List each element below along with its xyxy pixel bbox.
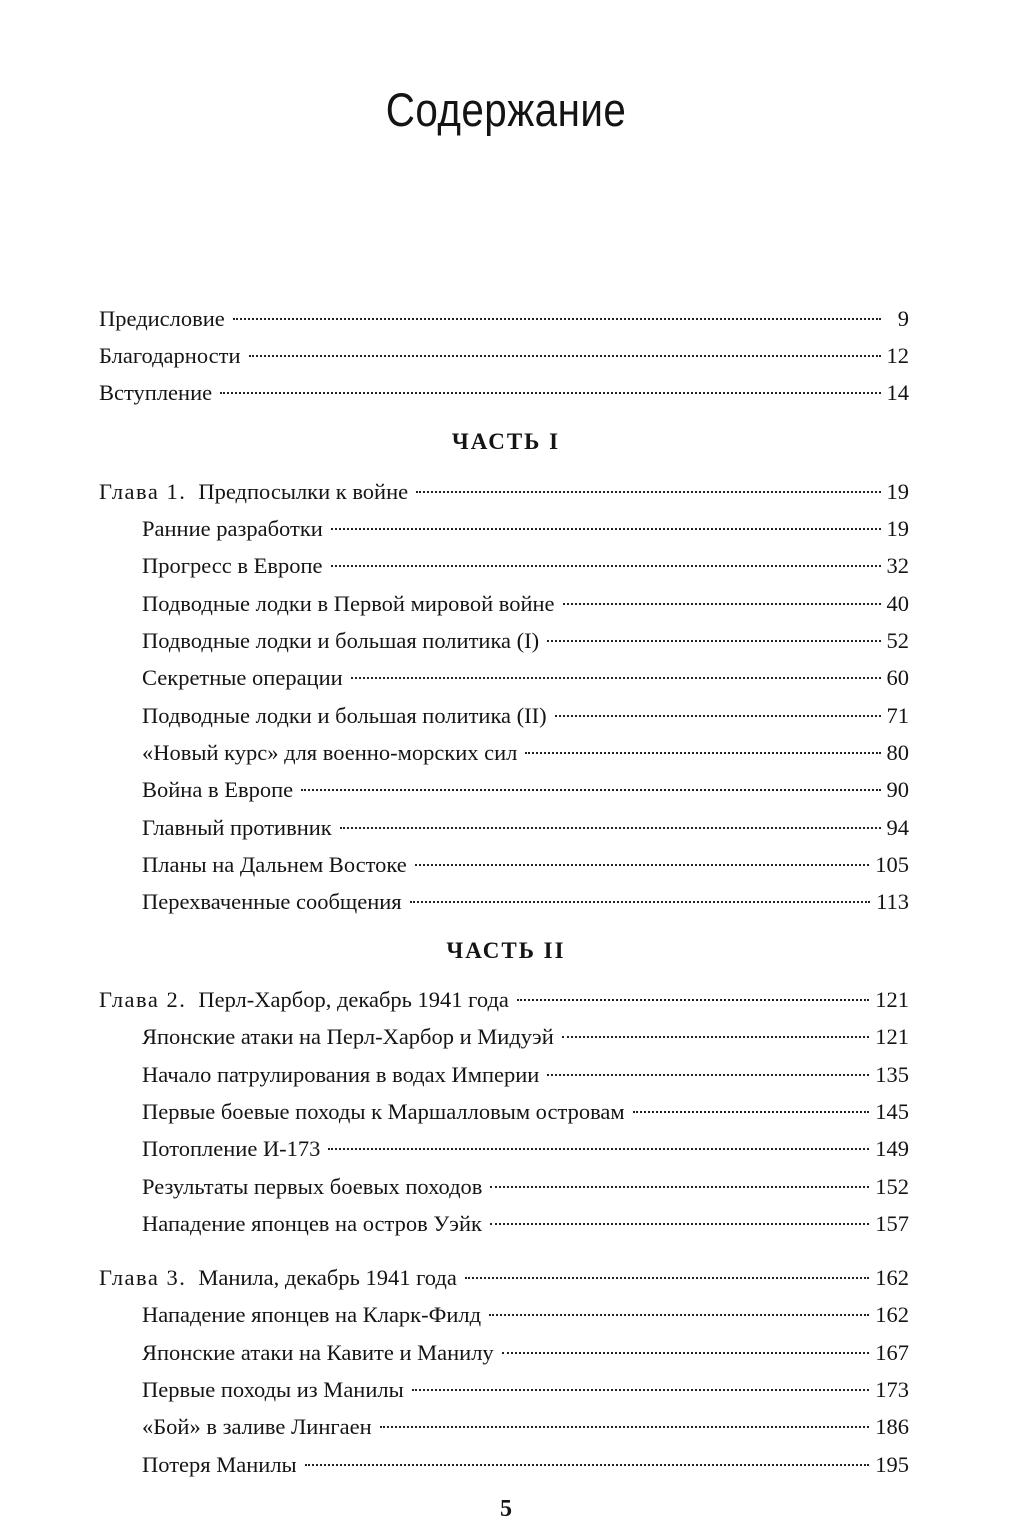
toc-entry-page: 19 [886,516,909,541]
dot-leader [340,827,881,829]
toc-entry-label: «Новый курс» для военно-морских сил [142,740,518,765]
dot-leader [328,1148,869,1150]
dot-leader [220,392,880,394]
toc-section[interactable] [142,773,909,807]
toc-section[interactable] [142,811,909,845]
toc-entry-label: Секретные операции [142,665,343,690]
toc-entry-page: 19 [886,479,909,504]
toc-section[interactable] [142,736,909,770]
toc-section[interactable] [142,1373,909,1407]
page-title: Содержание [385,83,627,136]
toc-section[interactable] [142,1207,909,1241]
toc-entry-label: Нападение японцев на Кларк-Филд [142,1302,482,1327]
dot-leader [351,677,881,679]
toc-section[interactable] [142,1132,909,1166]
dot-leader [547,1074,869,1076]
toc-entry-acknowledgements[interactable] [99,339,909,373]
toc-entry-label: Подводные лодки и большая политика (I) [142,628,540,653]
toc-entry-page: 186 [875,1414,909,1439]
dot-leader [415,864,869,866]
toc-section[interactable] [142,699,909,733]
toc-entry-label: Японские атаки на Перл-Харбор и Мидуэй [142,1024,554,1049]
toc-section[interactable] [142,848,909,882]
dot-leader [301,789,880,791]
toc-entry-label: Результаты первых боевых походов [142,1174,483,1199]
toc-entry-page: 32 [886,553,909,578]
toc-section[interactable] [142,1298,909,1332]
toc-entry-label: Перехваченные сообщения [142,889,402,914]
dot-leader [562,1036,870,1038]
toc-section[interactable] [142,512,909,546]
toc-entry-label: Планы на Дальнем Востоке [142,852,407,877]
toc-entry-page: 80 [886,740,909,765]
toc-entry-label: Подводные лодки в Первой мировой войне [142,591,555,616]
dot-leader [489,1314,869,1316]
toc-entry-page: 12 [886,343,909,368]
toc-entry-label: Потеря Манилы [142,1452,297,1477]
toc-entry-page: 121 [875,1024,909,1049]
toc-entry-page: 52 [886,628,909,653]
toc-entry-page: 162 [875,1265,909,1290]
toc-entry-label: Японские атаки на Кавите и Манилу [142,1340,494,1365]
toc-entry-page: 71 [886,703,909,728]
toc-entry-page: 40 [886,591,909,616]
chapter-prefix: Глава 1. [99,479,187,504]
toc-section[interactable] [142,1095,909,1129]
toc-section[interactable] [142,1336,909,1370]
toc-entry-label: Первые боевые походы к Маршалловым островам [142,1099,625,1124]
toc-entry-page: 105 [875,852,909,877]
dot-leader [416,491,880,493]
dot-leader [633,1111,870,1113]
toc-entry-label: Подводные лодки и большая политика (II) [142,703,547,728]
toc-entry-label: Благодарности [99,343,241,368]
toc-section[interactable] [142,1448,909,1482]
dot-leader [490,1186,869,1188]
toc-entry-page: 94 [886,815,909,840]
toc-section[interactable] [142,885,909,919]
dot-leader [563,603,881,605]
toc-section[interactable] [142,1410,909,1444]
toc-entry-label: Потопление И-173 [142,1136,321,1161]
dot-leader [380,1426,870,1428]
toc-entry-page: 149 [875,1136,909,1161]
toc-entry-label: Перл-Харбор, декабрь 1941 года [198,987,509,1012]
part-heading: ЧАСТЬ II [446,938,566,963]
chapter-prefix: Глава 2. [99,987,187,1012]
dot-leader [305,1464,870,1466]
toc-entry-page: 135 [875,1062,909,1087]
dot-leader [502,1352,870,1354]
toc-entry-label: Предисловие [99,306,225,331]
toc-entry-page: 9 [897,306,909,331]
toc-entry-label: Первые походы из Манилы [142,1377,404,1402]
dot-leader [410,901,870,903]
toc-entry-page: 90 [886,777,909,802]
dot-leader [517,999,869,1001]
toc-section[interactable] [142,587,909,621]
dot-leader [412,1389,870,1391]
toc-entry-page: 162 [875,1302,909,1327]
toc-entry-page: 14 [886,380,909,405]
toc-entry-label: «Бой» в заливе Лингаен [142,1414,372,1439]
toc-entry-label: Ранние разработки [142,516,323,541]
dot-leader [249,355,881,357]
toc-entry-page: 152 [875,1174,909,1199]
dot-leader [331,565,881,567]
toc-entry-page: 157 [875,1211,909,1236]
chapter-prefix: Глава 3. [99,1265,187,1290]
toc-section[interactable] [142,549,909,583]
dot-leader [555,715,881,717]
dot-leader [331,528,881,530]
toc-entry-page: 145 [875,1099,909,1124]
dot-leader [525,752,880,754]
page-number: 5 [500,1496,512,1522]
toc-entry-page: 195 [875,1452,909,1477]
toc-entry-page: 60 [886,665,909,690]
toc-entry-label: Манила, декабрь 1941 года [198,1265,457,1290]
dot-leader [465,1277,869,1279]
dot-leader [547,640,880,642]
toc-chapter-2[interactable] [99,983,909,1017]
toc-entry-page: 113 [876,889,909,914]
toc-entry-introduction[interactable] [99,376,909,410]
toc-section[interactable] [142,624,909,658]
toc-chapter-1[interactable] [99,475,909,509]
toc-section[interactable] [142,1170,909,1204]
part-heading: ЧАСТЬ I [451,429,561,454]
dot-leader [233,318,881,320]
toc-entry-page: 121 [875,987,909,1012]
toc-entry-preface[interactable] [99,302,909,336]
toc-entry-label: Нападение японцев на остров Уэйк [142,1211,482,1236]
toc-chapter-3[interactable] [99,1261,909,1295]
toc-entry-page: 173 [875,1377,909,1402]
toc-entry-page: 167 [875,1340,909,1365]
toc-entry-label: Вступление [99,380,213,405]
toc-section[interactable] [142,1058,909,1092]
toc-entry-label: Прогресс в Европе [142,553,323,578]
dot-leader [490,1223,869,1225]
toc-entry-label: Война в Европе [142,777,294,802]
toc-entry-label: Главный противник [142,815,332,840]
toc-entry-label: Предпосылки к войне [198,479,409,504]
toc-section[interactable] [142,661,909,695]
toc-section[interactable] [142,1020,909,1054]
toc-entry-label: Начало патрулирования в водах Империи [142,1062,540,1087]
